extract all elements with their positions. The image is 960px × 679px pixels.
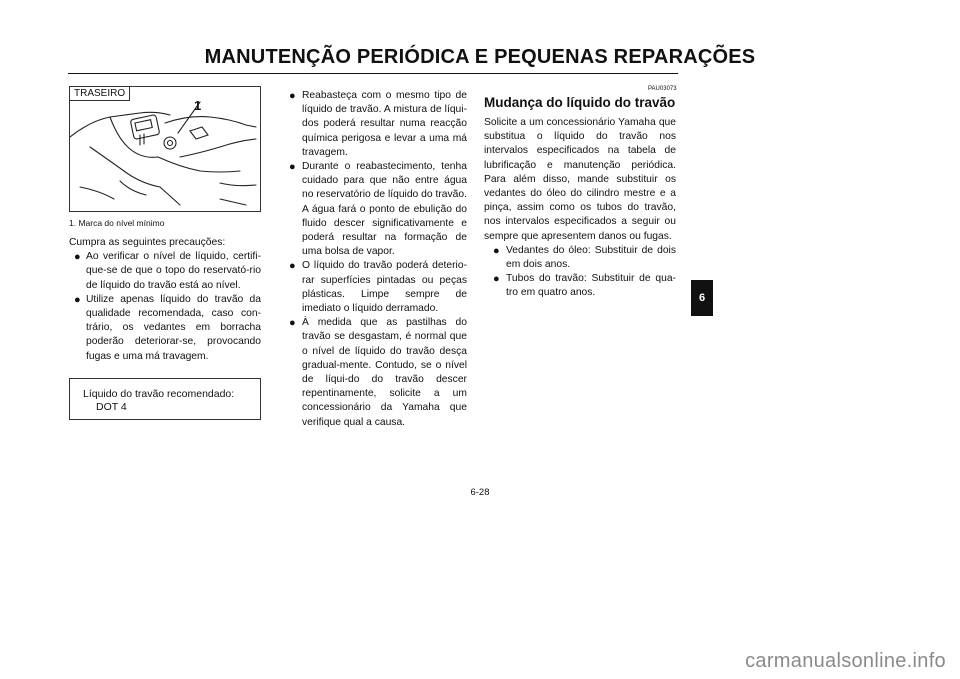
bullet-icon: ● [289, 317, 296, 330]
bullet-icon: ● [74, 293, 81, 306]
figure-label: TRASEIRO [70, 87, 130, 101]
watermark: carmanualsonline.info [745, 650, 946, 672]
list-item: ● Tubos do travão: Substituir de qua-tro em quatro anos. [493, 273, 676, 299]
list-item: ● O líquido do travão poderá deterio-rar superfícies pintadas ou peças plásticas. Limpe sempre de imediato o líquido derramado. [289, 260, 467, 315]
recommended-fluid-box [69, 378, 261, 420]
list-item: ● Vedantes do óleo: Substituir de dois em dois anos. [493, 244, 676, 271]
page-title: MANUTENÇÃO PERIÓDICA E PEQUENAS REPARAÇÕES [204, 46, 756, 68]
list-item: ● À medida que as pastilhas do travão se desgastam, é normal que o nível de líquido do travão desça gradual-mente. Contudo, se o nível de líqui-do do travão descer repentinamente, solicite a um concessionário da Yamaha que verifique qual a causa. [289, 317, 467, 428]
bullet-icon: ● [289, 161, 296, 174]
section-code: PAU03073 [648, 86, 677, 92]
bullet-icon: ● [289, 90, 296, 102]
list-item: ● Durante o reabastecimento, tenha cuidado para que não entre água no reservatório de líquido do travão. A água fará o ponto de ebulição do fluido descer significativamente e poderá resultar na formação de uma bolsa de vapor. [289, 161, 467, 258]
bullet-icon: ● [74, 251, 81, 264]
bullet-icon: ● [493, 273, 500, 286]
precautions-intro: Cumpra as seguintes precauções: [69, 237, 226, 248]
list-item: ● Utilize apenas líquido do travão da qualidade recomendada, caso con-trário, os vedantes em borracha poderão deteriorar-se, provocando fugas e uma má travagem. [74, 293, 261, 362]
column-3 [484, 116, 676, 301]
list-item: ● Ao verificar o nível de líquido, certifi-que-se de que o topo do reservató-rio de líquido do travão está ao nível. [74, 251, 261, 291]
section-heading: Mudança do líquido do travão [484, 95, 676, 110]
figure-callout-number: 1 [194, 98, 202, 113]
bullet-icon: ● [289, 260, 296, 273]
figure-caption: 1. Marca do nível mínimo [69, 218, 165, 228]
brake-reservoir-figure [69, 86, 261, 212]
title-rule [68, 73, 678, 74]
page-number: 6-28 [470, 487, 490, 498]
column-1 [69, 236, 261, 364]
reservoir-illustration [70, 87, 260, 211]
section-body: Solicite a um concessionário Yamaha que substitua o líquido do travão nos intervalos especificados na tabela de lubrificação e manutenção periódica. Para além disso, mande substituir os vedantes do óleo do cilindro mestre e a pinça, assim como os tubos do travão, nos intervalos especificados a seguir ou sempre que apresentem danos ou fugas. [484, 117, 676, 242]
column-2 [287, 89, 467, 430]
list-item: ● Reabasteça com o mesmo tipo de líquido de travão. A mistura de líqui-dos poderá resultar numa reacção química perigosa e levar a uma má travagem. [289, 90, 467, 158]
bullet-icon: ● [493, 244, 500, 257]
spec-value: DOT 4 [96, 401, 127, 413]
section-tab: 6 [691, 280, 713, 316]
spec-label: Líquido do travão recomendado: [83, 388, 235, 400]
